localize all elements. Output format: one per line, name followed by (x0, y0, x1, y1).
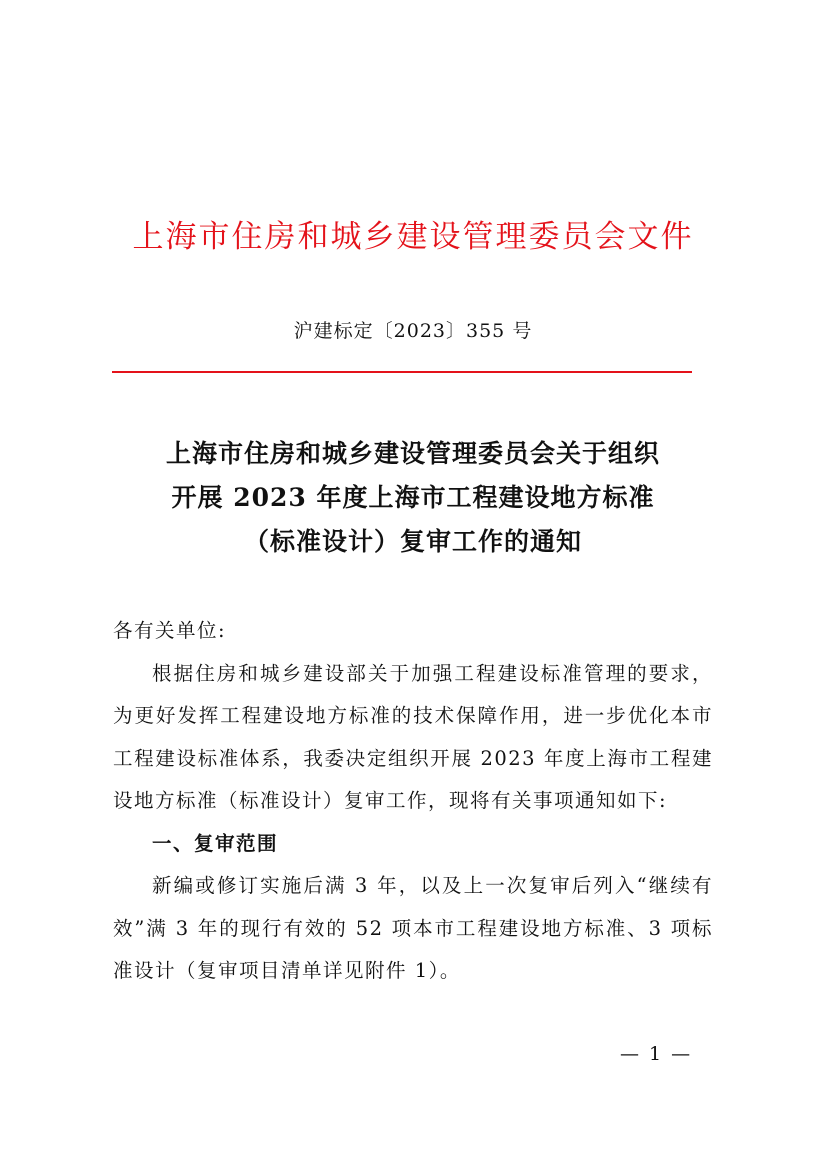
salutation: 各有关单位: (113, 619, 227, 642)
document-number: 沪建标定〔2023〕355 号 (293, 320, 533, 342)
body-paragraph: 根据住房和城乡建设部关于加强工程建设标准管理的要求，为更好发挥工程建设地方标准的技术保障作用，进一步优化本市工程建设标准体系，我委决定组织开展 2023 年度上海市工程建设地方标准（标准设计）复审工作，现将有关事项通知如下: (113, 661, 713, 812)
title-line-1: 上海市住房和城乡建设管理委员会关于组织 (165, 439, 660, 468)
body-paragraph: 新编或修订实施后满 3 年，以及上一次复审后列入“继续有效”满 3 年的现行有效的 52 项本市工程建设地方标准、3 项标准设计（复审项目清单详见附件 1）。 (113, 874, 713, 982)
title-line-2: 开展 2023 年度上海市工程建设地方标准 (171, 483, 655, 512)
document-title (0, 432, 826, 564)
title-line-3: （标准设计）复审工作的通知 (243, 527, 582, 556)
page-number: — 1 — (620, 1043, 693, 1065)
red-divider-line (112, 371, 692, 373)
issuer-header: 上海市住房和城乡建设管理委员会文件 (132, 219, 694, 255)
document-body (113, 610, 713, 993)
section-heading: 一、复审范围 (152, 831, 279, 855)
